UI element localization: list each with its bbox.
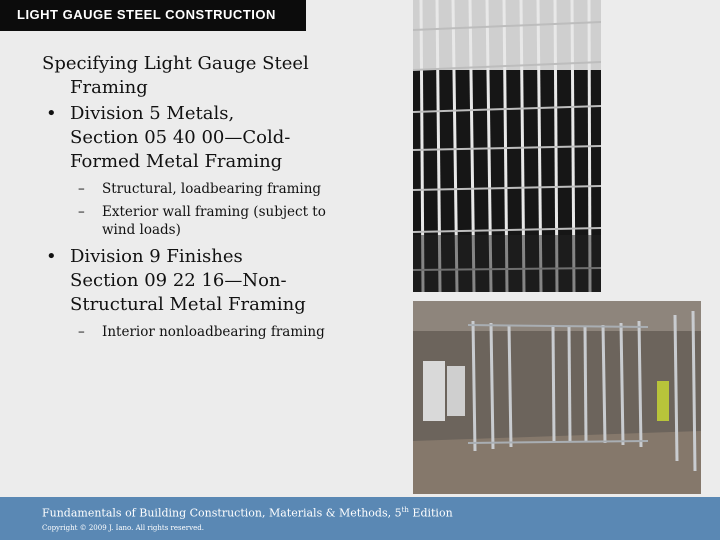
dash-marker: – (78, 204, 85, 220)
dash-marker: – (78, 324, 85, 340)
bullet-line: Division 5 Metals, (70, 103, 235, 124)
footer-superscript: th (401, 506, 409, 514)
footer-bar (0, 497, 720, 540)
steel-stud-interior-illustration (413, 301, 701, 494)
sub-item (42, 180, 372, 198)
slide-content (42, 52, 402, 347)
sub-item-line: Interior nonloadbearing framing (102, 324, 325, 340)
sub-list-division-5 (42, 180, 402, 239)
sub-item (42, 323, 372, 341)
sub-item-line: Exterior wall framing (subject to (102, 204, 326, 220)
bullet-line: Structural Metal Framing (70, 294, 306, 315)
steel-framing-overhead-photo (413, 0, 601, 292)
heading-line-1: Specifying Light Gauge Steel (42, 53, 309, 74)
steel-stud-interior-walls-photo (413, 301, 701, 494)
slide-title: LIGHT GAUGE STEEL CONSTRUCTION (17, 7, 276, 22)
footer-book-title (42, 506, 453, 520)
bullet-line: Formed Metal Framing (70, 151, 283, 172)
bullet-division-5 (42, 102, 402, 174)
bullet-division-9 (42, 245, 402, 317)
heading-line-2: Framing (70, 77, 148, 98)
sub-item (42, 203, 372, 239)
slide-heading (42, 52, 402, 100)
steel-framing-overhead-illustration (413, 0, 601, 292)
dash-marker: – (78, 181, 85, 197)
bullet-marker: • (46, 103, 57, 124)
sub-list-division-9 (42, 323, 402, 341)
sub-item-line: Structural, loadbearing framing (102, 181, 322, 197)
bullet-marker: • (46, 246, 57, 267)
sub-item-line: wind loads) (102, 222, 181, 238)
bullet-line: Section 09 22 16—Non- (70, 270, 287, 291)
title-bar (0, 0, 306, 31)
bullet-line: Section 05 40 00—Cold- (70, 127, 291, 148)
footer-text-main: Fundamentals of Building Construction, Materials & Methods, 5 (42, 506, 402, 520)
copyright-notice: Copyright © 2009 J. Iano. All rights reserved. (42, 524, 204, 532)
bullet-line: Division 9 Finishes (70, 246, 243, 267)
footer-text-end: Edition (408, 506, 453, 520)
